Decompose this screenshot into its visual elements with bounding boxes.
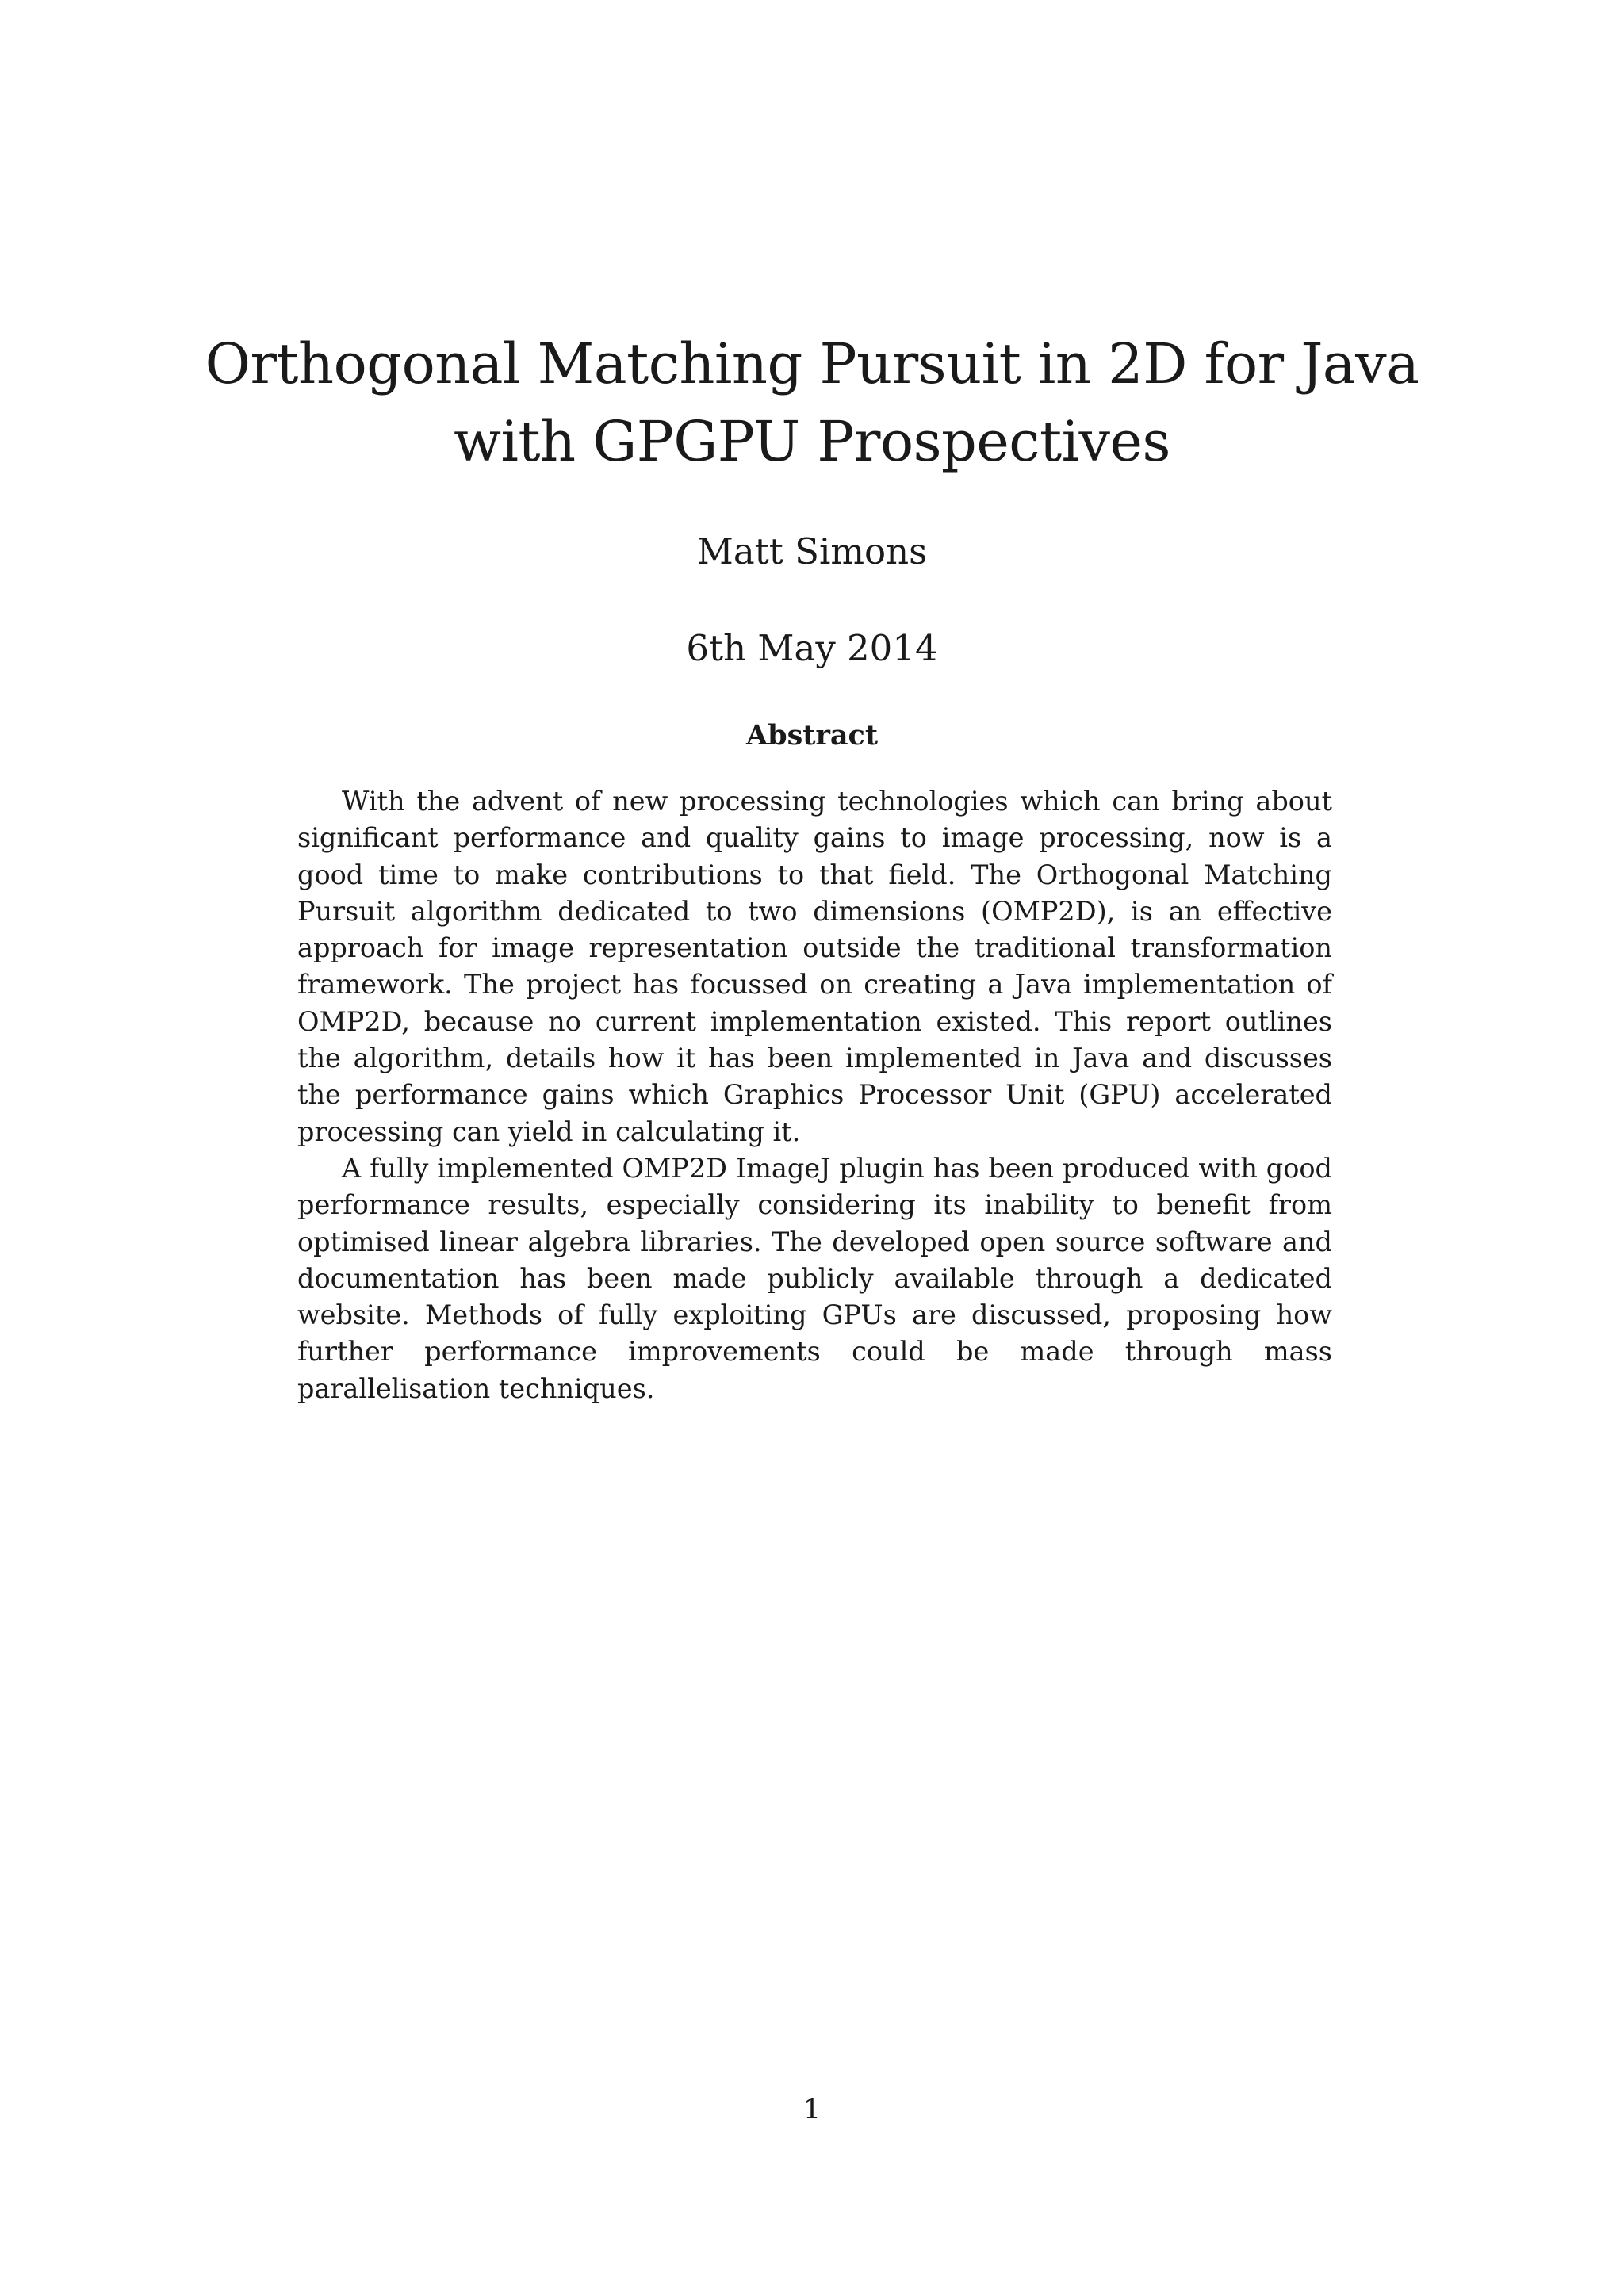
page-number: 1: [802, 2094, 822, 2126]
abstract-heading: Abstract: [745, 719, 879, 752]
abstract-body: [297, 783, 1332, 1407]
abstract-paragraph: A fully implemented OMP2D ImageJ plugin has been produced with good performance results, especially considering its inability to benefit from optimised linear algebra libraries. The developed open source software and documentation has been made publicly available through a dedicated website. Methods of fully exploiting GPUs are discussed, proposing how further performance improvements could be made through mass parallelisation techniques.: [297, 1152, 1332, 1404]
abstract-paragraph: With the advent of new processing technologies which can bring about significant performance and quality gains to image processing, now is a good time to make contributions to that field. The Orthogonal Matching Pursuit algorithm dedicated to two dimensions (OMP2D), is an effective approach for image representation outside the traditional transformation framework. The project has focussed on creating a Java implementation of OMP2D, because no current implementation existed. This report outlines the algorithm, details how it has been implemented in Java and discusses the performance gains which Graphics Processor Unit (GPU) accelerated processing can yield in calculating it.: [297, 786, 1332, 1147]
publication-date: 6th May 2014: [686, 627, 938, 669]
paper-title: Orthogonal Matching Pursuit in 2D for Java with GPGPU Prospectives: [205, 331, 1419, 474]
author-name: Matt Simons: [696, 530, 928, 572]
